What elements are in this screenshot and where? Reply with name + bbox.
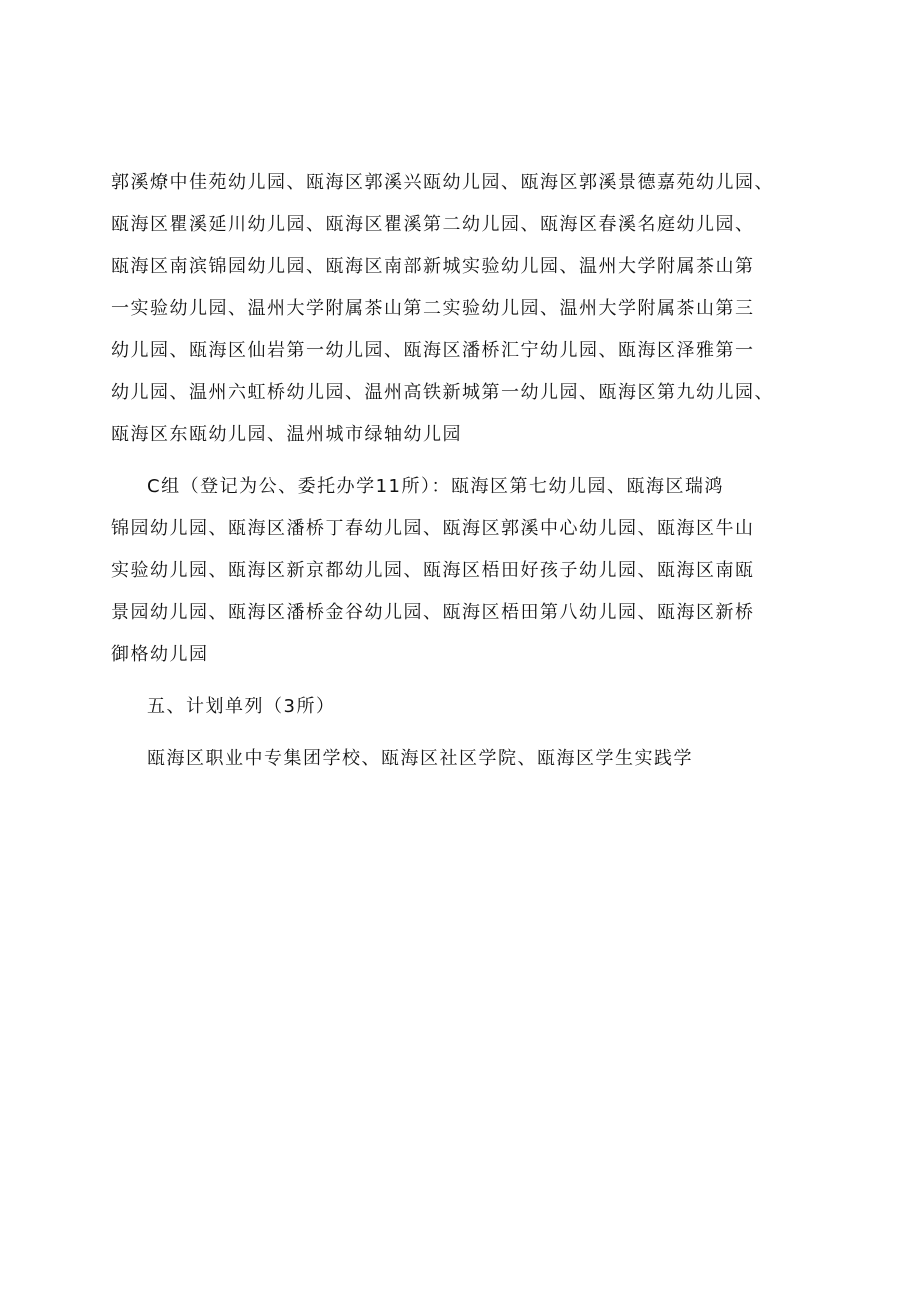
section-five-heading: 五、计划单列（3所） <box>147 696 336 717</box>
text-line: 瓯海区东瓯幼儿园、温州城市绿轴幼儿园 <box>111 424 462 445</box>
text-line: 幼儿园、温州六虹桥幼儿园、温州高铁新城第一幼儿园、瓯海区第九幼儿园、 <box>111 382 774 403</box>
group-c-heading-line: C组（登记为公、委托办学11所）：瓯海区第七幼儿园、瓯海区瑞鸿 <box>147 476 724 497</box>
text-line: 景园幼儿园、瓯海区潘桥金谷幼儿园、瓯海区梧田第八幼儿园、瓯海区新桥 <box>111 602 755 623</box>
text-line: 瓯海区瞿溪延川幼儿园、瓯海区瞿溪第二幼儿园、瓯海区春溪名庭幼儿园、 <box>111 214 755 235</box>
paragraph-group-c <box>111 466 826 676</box>
document-body <box>111 162 826 780</box>
section-five-body: 瓯海区职业中专集团学校、瓯海区社区学院、瓯海区学生实践学 <box>147 748 693 769</box>
text-line: 一实验幼儿园、温州大学附属茶山第二实验幼儿园、温州大学附属茶山第三 <box>111 298 755 319</box>
text-line: 幼儿园、瓯海区仙岩第一幼儿园、瓯海区潘桥汇宁幼儿园、瓯海区泽雅第一 <box>111 340 755 361</box>
text-line: 御格幼儿园 <box>111 644 209 665</box>
text-line: 瓯海区南滨锦园幼儿园、瓯海区南部新城实验幼儿园、温州大学附属茶山第 <box>111 256 755 277</box>
text-line: 实验幼儿园、瓯海区新京都幼儿园、瓯海区梧田好孩子幼儿园、瓯海区南瓯 <box>111 560 755 581</box>
text-line: 郭溪燎中佳苑幼儿园、瓯海区郭溪兴瓯幼儿园、瓯海区郭溪景德嘉苑幼儿园、 <box>111 172 774 193</box>
paragraph-group-b-continued <box>111 162 826 456</box>
text-line: 锦园幼儿园、瓯海区潘桥丁春幼儿园、瓯海区郭溪中心幼儿园、瓯海区牛山 <box>111 518 755 539</box>
